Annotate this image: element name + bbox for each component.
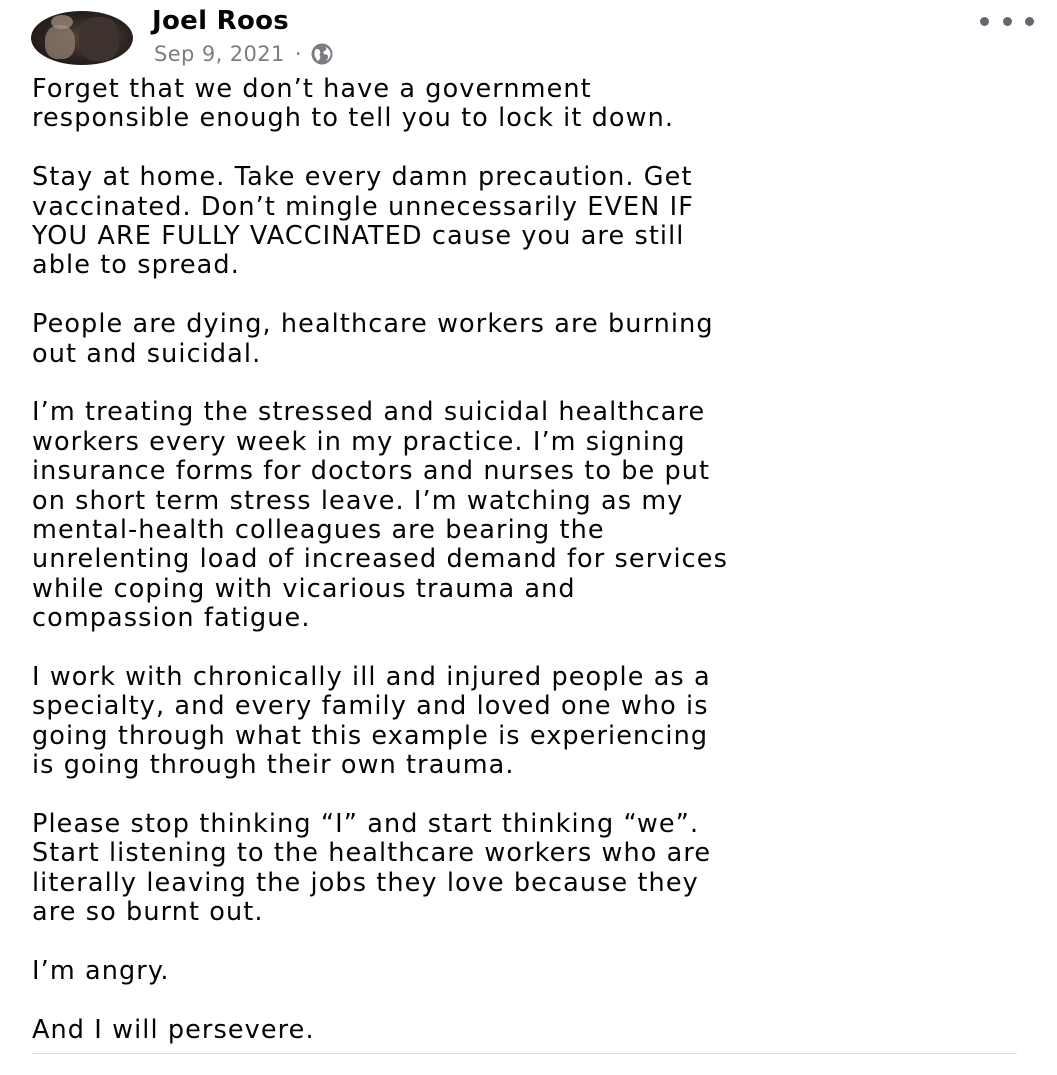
avatar-photo-shadow [79, 17, 119, 61]
more-options-button[interactable] [980, 10, 1034, 32]
post-paragraph: I’m angry. [32, 956, 170, 987]
author-name[interactable]: Joel Roos [152, 6, 290, 36]
post-header [0, 0, 1057, 80]
globe-icon[interactable] [310, 42, 334, 66]
post-paragraph: People are dying, healthcare workers are burning out and suicidal. [32, 309, 714, 369]
avatar-photo-highlight [51, 15, 73, 29]
more-horizontal-icon [980, 17, 989, 26]
more-dot [1025, 17, 1034, 26]
post-date[interactable]: Sep 9, 2021 [154, 42, 285, 66]
post-body [32, 75, 1042, 1075]
post-paragraph: Forget that we don’t have a government responsible enough to tell you to lock it down. [32, 74, 675, 134]
meta-separator: · [294, 42, 302, 66]
post-paragraph: Please stop thinking “I” and start thinking “we”. Start listening to the healthcare workers who are literally leaving the jobs they love because they are so burnt out. [32, 809, 712, 928]
post-paragraph: I’m treating the stressed and suicidal healthcare workers every week in my practice. I’m signing insurance forms for doctors and nurses to be put on short term stress leave. I’m watching as my mental-health colleagues are bearing the unrelenting load of increased demand for services while coping with vicarious trauma and compassion fatigue. [32, 397, 728, 634]
avatar-photo-face [45, 25, 75, 59]
post-meta [154, 40, 334, 68]
avatar[interactable] [31, 11, 133, 65]
post-paragraph: I work with chronically ill and injured people as a specialty, and every family and loved one who is going through what this example is experiencing is going through their own trauma. [32, 662, 711, 781]
post-paragraph: And I will persevere. [32, 1014, 315, 1045]
post-paragraph: Stay at home. Take every damn precaution. Get vaccinated. Don’t mingle unnecessarily EVEN IF YOU ARE FULLY VACCINATED cause you are still able to spread. [32, 162, 695, 281]
more-dot [1003, 17, 1012, 26]
divider [32, 1053, 1017, 1054]
